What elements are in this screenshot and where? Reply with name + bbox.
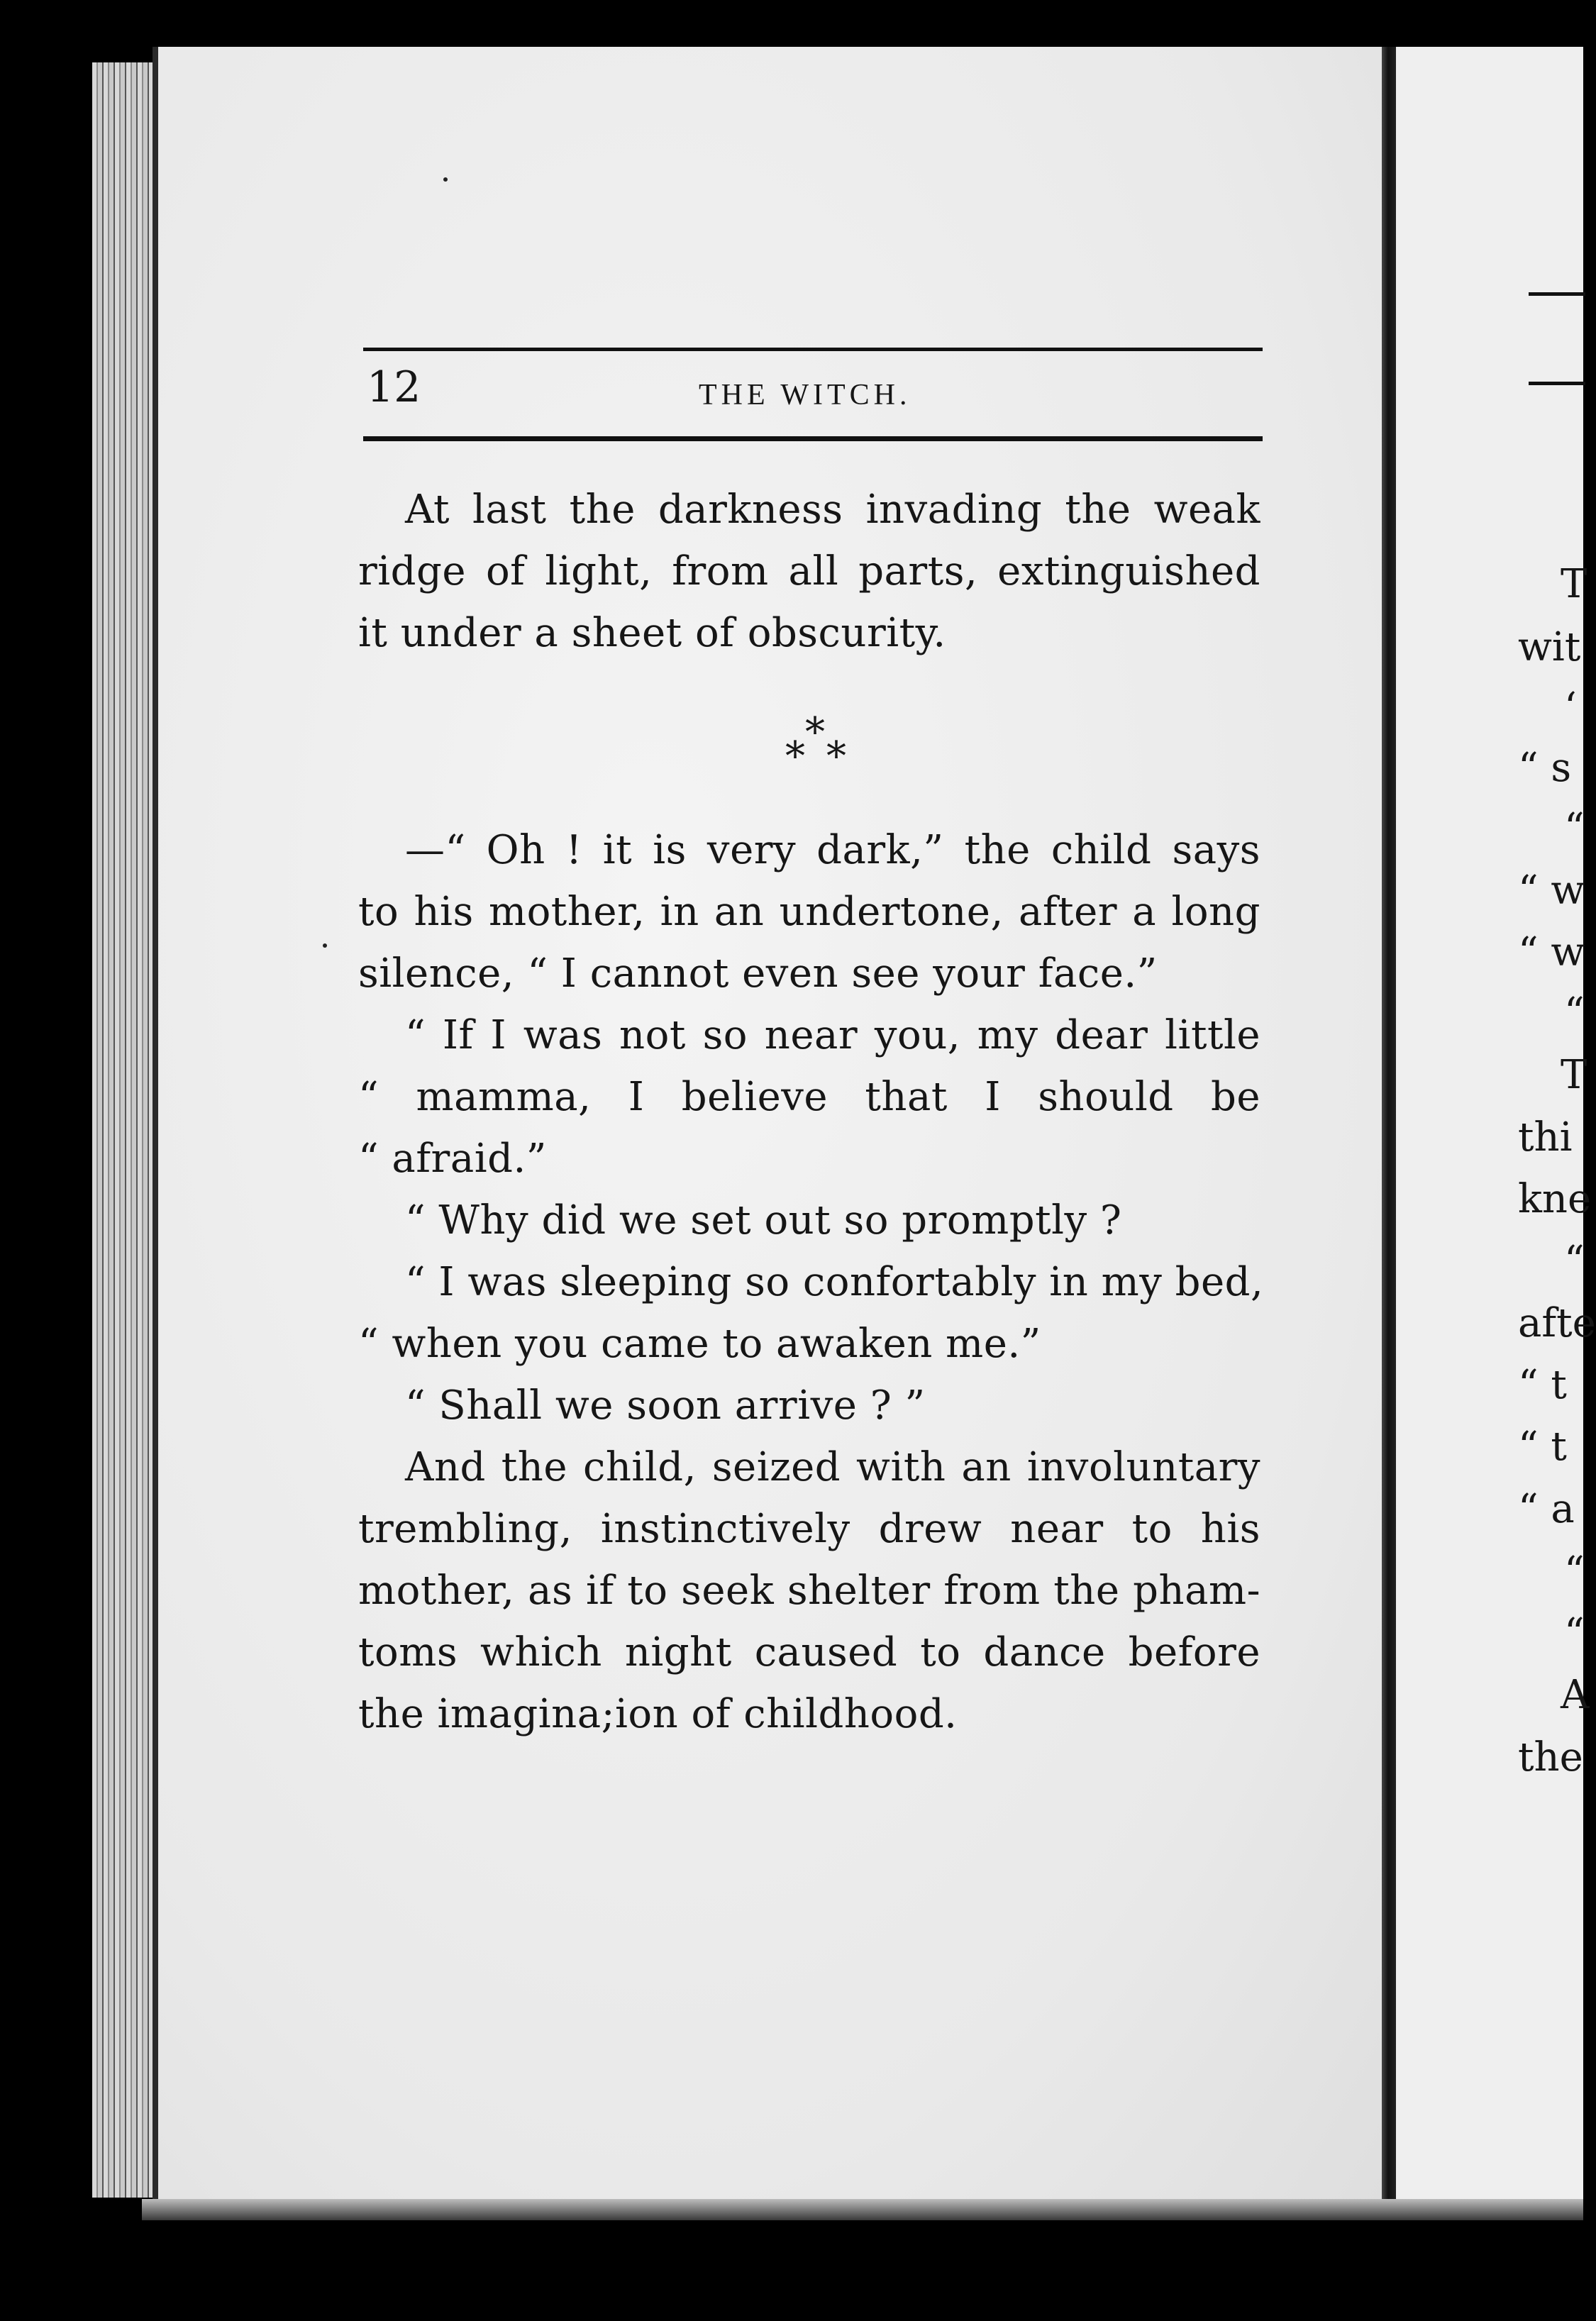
page-bottom-edge (142, 2199, 1583, 2220)
right-page-fragment: “ w (1518, 868, 1585, 914)
text-line: “ when you came to awaken me.” (358, 1321, 1041, 1367)
text-line: trembling, instinctively drew near to his (358, 1506, 1260, 1552)
header-rule-bottom (363, 436, 1263, 441)
right-page-fragment: thi (1518, 1114, 1573, 1160)
right-page-fragment: “ (1564, 1238, 1585, 1284)
text-line: “ Shall we soon arrive ? ” (405, 1383, 926, 1429)
right-page-fragment: “ t (1518, 1362, 1567, 1408)
right-page-fragment: “ (1564, 990, 1585, 1036)
text-line: “ If I was not so near you, my dear little (405, 1012, 1260, 1058)
text-line: mother, as if to seek shelter from the pham- (358, 1568, 1260, 1614)
right-page-fragment: “ w (1518, 929, 1585, 975)
text-line: silence, “ I cannot even see your face.” (358, 951, 1158, 997)
right-page-fragment: T (1561, 1052, 1587, 1098)
right-page-fragment: afte (1518, 1300, 1596, 1346)
right-page-rule (1529, 292, 1585, 296)
text-line: ridge of light, from all parts, extinguished (358, 548, 1260, 594)
right-page-fragment: “ (1564, 1549, 1585, 1595)
text-line: toms which night caused to dance before (358, 1629, 1260, 1675)
right-page-fragment: “ s (1518, 745, 1572, 791)
running-title: THE WITCH. (699, 379, 911, 411)
right-page-fragment: “ (1564, 1610, 1585, 1656)
speck (323, 943, 327, 948)
right-page-fragment: ‘ (1564, 685, 1577, 731)
section-break-asterism: * * * (785, 709, 846, 780)
right-page-fragment: kne (1518, 1176, 1592, 1222)
right-page-fragment: “ (1564, 805, 1585, 851)
text-line: “ mamma, I believe that I should be (358, 1074, 1260, 1120)
right-page-rule (1529, 382, 1585, 385)
text-line: —“ Oh ! it is very dark,” the child says (405, 827, 1260, 873)
right-page-fragment: “ a (1518, 1486, 1575, 1532)
text-line: And the child, seized with an involuntary (405, 1444, 1260, 1490)
text-line: to his mother, in an undertone, after a long (358, 889, 1260, 935)
header-rule-top (363, 348, 1263, 351)
right-page-fragment: the (1518, 1734, 1583, 1780)
text-line: “ afraid.” (358, 1136, 547, 1182)
text-line: “ Why did we set out so promptly ? (405, 1197, 1122, 1243)
text-line: At last the darkness invading the weak (405, 487, 1260, 533)
right-page-fragment: wit (1518, 624, 1581, 670)
right-page-fragment: T (1561, 561, 1587, 607)
text-line: the imagina;ion of childhood. (358, 1691, 958, 1737)
speck (443, 177, 448, 182)
right-page-fragment: “ t (1518, 1424, 1567, 1470)
right-page-fragment: A (1561, 1672, 1590, 1718)
text-line: “ I was sleeping so confortably in my bed, (405, 1259, 1264, 1305)
page-number: 12 (367, 362, 421, 412)
text-line: it under a sheet of obscurity. (358, 610, 946, 656)
book-gutter (1382, 47, 1396, 2203)
